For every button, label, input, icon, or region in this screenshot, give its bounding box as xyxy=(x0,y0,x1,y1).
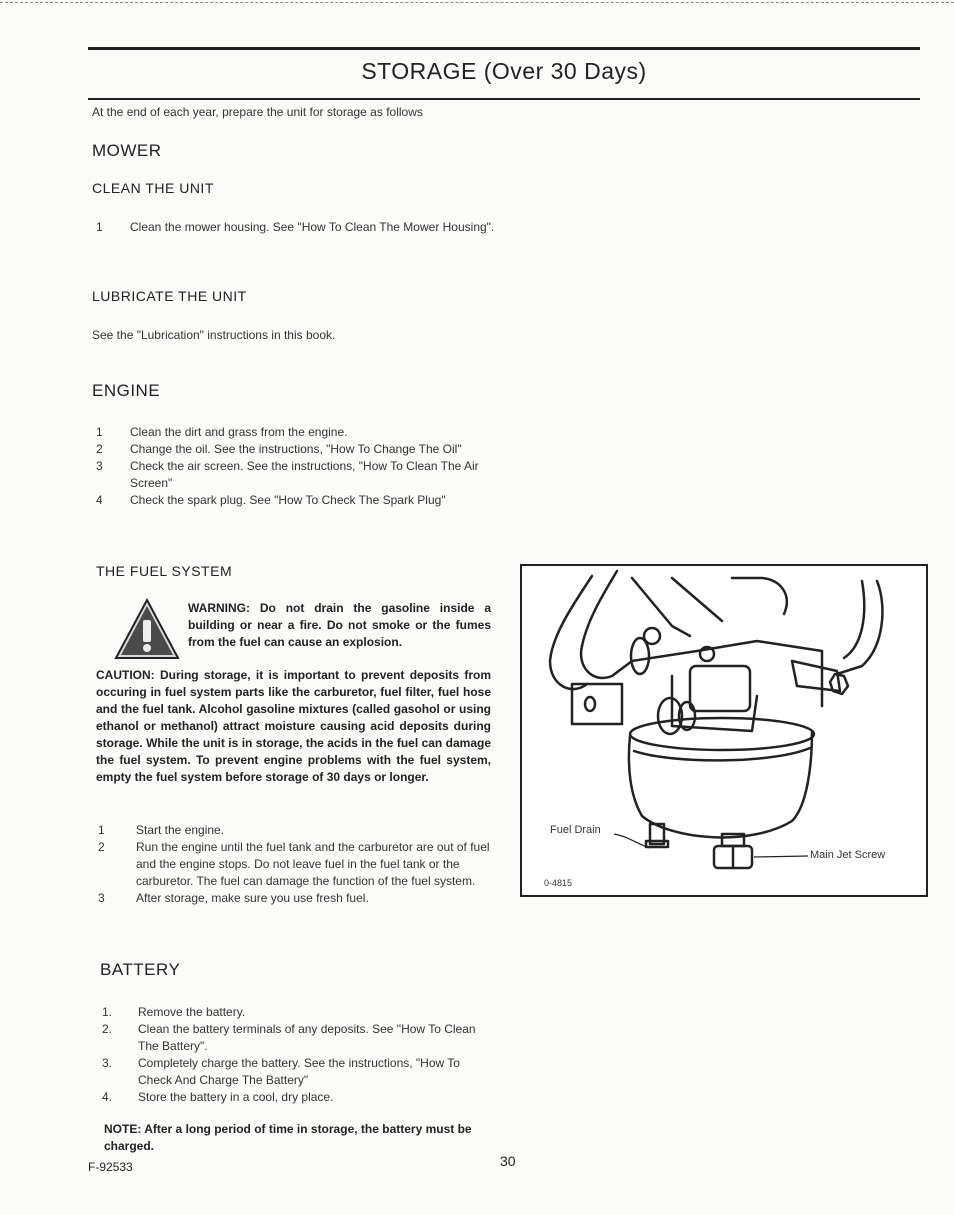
item-text: Store the battery in a cool, dry place. xyxy=(138,1090,334,1104)
figure-id: 0-4815 xyxy=(544,878,573,888)
list-item xyxy=(98,839,492,890)
list-item xyxy=(96,424,494,441)
item-text: Check the air screen. See the instructions, "How To Clean The Air Screen" xyxy=(130,459,479,490)
item-number: 3. xyxy=(102,1056,113,1070)
list-item xyxy=(98,890,492,907)
item-number: 1. xyxy=(102,1005,113,1019)
fuel-caution-text: CAUTION: During storage, it is important to prevent deposits from occuring in fuel system parts like the carburetor, fuel filter, fuel hose and the fuel tank. Alcohol gasoline mixtures (called gasohol or using ethanol or methanol) attract moisture causing acid deposits during storage. While the unit is in storage, the acids in the fuel can damage the fuel system. To prevent engine problems with the fuel system, empty the fuel system before storage of 30 days or longer. xyxy=(96,668,491,784)
carburetor-figure xyxy=(520,564,928,897)
item-number: 1 xyxy=(96,220,103,234)
list-item xyxy=(98,822,492,839)
item-number: 3 xyxy=(98,891,105,905)
page-number: 30 xyxy=(500,1153,516,1169)
lubricate-text: See the "Lubrication" instructions in this book. xyxy=(92,328,336,342)
lubricate-unit-heading: LUBRICATE THE UNIT xyxy=(92,288,247,304)
item-number: 2. xyxy=(102,1022,113,1036)
engine-heading: ENGINE xyxy=(92,381,161,400)
fuel-warning-text: WARNING: Do not drain the gasoline inside a building or near a fire. Do not smoke or the fumes from the fuel can cause an explosion. xyxy=(188,601,491,649)
item-text: Remove the battery. xyxy=(138,1005,246,1019)
page-title: STORAGE (Over 30 Days) xyxy=(361,58,647,84)
intro-text: At the end of each year, prepare the unit for storage as follows xyxy=(92,105,423,119)
item-number: 3 xyxy=(96,459,103,473)
carburetor-illustration xyxy=(522,566,926,895)
item-number: 1 xyxy=(96,425,103,439)
fuel-system-heading: THE FUEL SYSTEM xyxy=(96,563,233,579)
item-text: Clean the dirt and grass from the engine. xyxy=(130,425,348,439)
item-number: 1 xyxy=(98,823,105,837)
item-text: After storage, make sure you use fresh fuel. xyxy=(136,891,369,905)
warning-triangle-icon xyxy=(114,598,180,660)
mower-heading: MOWER xyxy=(92,141,162,160)
list-item xyxy=(102,1055,494,1089)
item-text: Completely charge the battery. See the instructions, "How To Check And Charge The Battery" xyxy=(138,1056,460,1087)
battery-note: NOTE: After a long period of time in storage, the battery must be charged. xyxy=(104,1122,472,1153)
item-number: 2 xyxy=(96,442,103,456)
list-item xyxy=(102,1004,494,1021)
clean-unit-heading: CLEAN THE UNIT xyxy=(92,180,214,196)
list-item xyxy=(96,219,496,236)
item-text: Clean the battery terminals of any deposits. See "How To Clean The Battery". xyxy=(138,1022,476,1053)
list-item xyxy=(102,1021,494,1055)
item-text: Run the engine until the fuel tank and the carburetor are out of fuel and the engine stops. Do not leave fuel in the fuel tank or the carburetor. The fuel can damage the function of the fuel system. xyxy=(136,840,490,888)
title-top-rule xyxy=(88,47,920,50)
list-item xyxy=(102,1089,494,1106)
item-number: 4 xyxy=(96,493,103,507)
item-number: 4. xyxy=(102,1090,113,1104)
item-text: Clean the mower housing. See "How To Clean The Mower Housing". xyxy=(130,220,495,234)
item-text: Check the spark plug. See "How To Check The Spark Plug" xyxy=(130,493,446,507)
list-item xyxy=(96,492,494,509)
clean-unit-list xyxy=(96,219,496,236)
top-edge-rule xyxy=(0,2,954,3)
title-bottom-rule xyxy=(88,98,920,100)
document-number: F-92533 xyxy=(88,1160,133,1174)
list-item xyxy=(96,458,494,492)
item-text: Start the engine. xyxy=(136,823,225,837)
fuel-system-list xyxy=(98,822,492,907)
battery-list xyxy=(102,1004,494,1106)
item-text: Change the oil. See the instructions, "How To Change The Oil" xyxy=(130,442,462,456)
item-number: 2 xyxy=(98,840,105,854)
main-jet-screw-label: Main Jet Screw xyxy=(810,849,886,861)
engine-list xyxy=(96,424,494,509)
fuel-drain-label: Fuel Drain xyxy=(550,824,601,836)
list-item xyxy=(96,441,494,458)
battery-heading: BATTERY xyxy=(100,960,181,979)
